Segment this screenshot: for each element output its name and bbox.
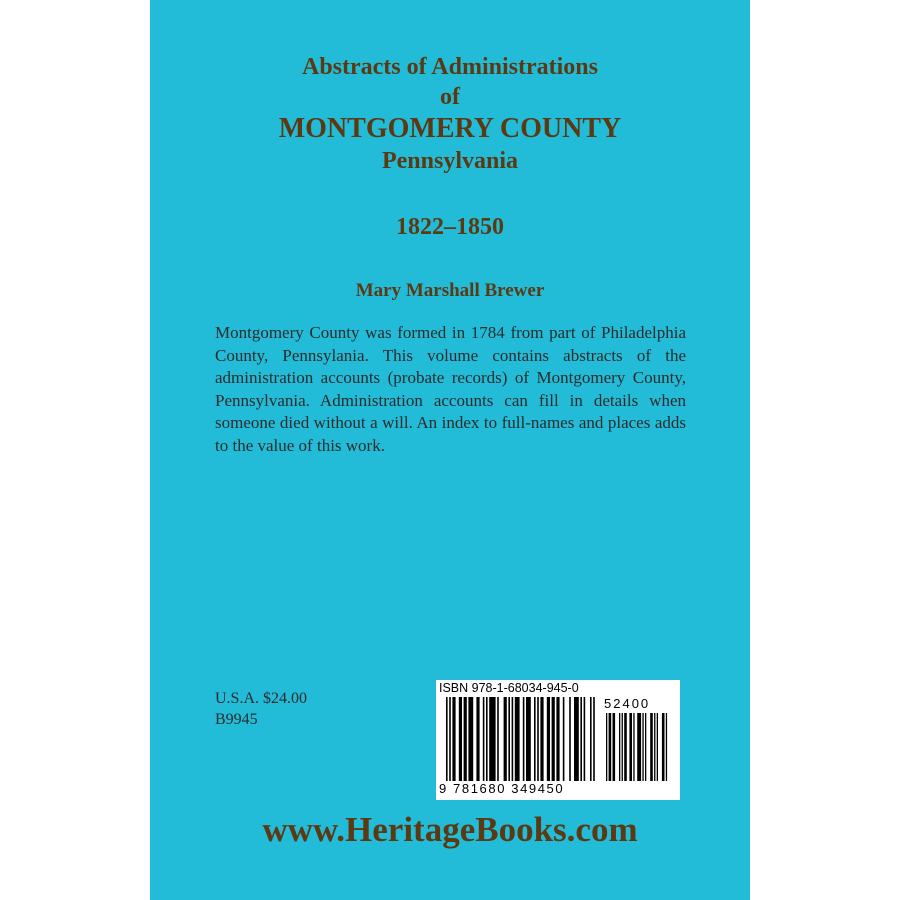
barcode-bar-15 [523, 697, 525, 781]
title-line-1: Abstracts of Administrations [301, 54, 598, 80]
addon-bar-13 [657, 713, 658, 781]
title-line-4: Pennsylvania [381, 148, 519, 174]
book-title-block [150, 52, 750, 176]
barcode-bar-13 [512, 697, 514, 781]
addon-bar-9 [642, 713, 643, 781]
barcode-bar-21 [552, 697, 555, 781]
addon-bar-15 [666, 713, 667, 781]
addon-bar-11 [650, 713, 653, 781]
addon-bar-14 [662, 713, 665, 781]
barcode-bar-27 [584, 697, 586, 781]
book-back-cover [150, 0, 750, 900]
addon-bar-2 [613, 713, 616, 781]
barcode-bar-11 [504, 697, 507, 781]
price-addon-bars [606, 713, 670, 781]
date-range: 1822–1850 [396, 214, 504, 240]
barcode-bar-2 [452, 697, 455, 781]
item-code: B9945 [215, 711, 258, 728]
barcode-bar-23 [563, 697, 565, 781]
price-addon-code: 52400 [604, 696, 651, 711]
barcode-bar-16 [526, 697, 531, 781]
ean-digits: 9 781680 349450 [439, 781, 565, 796]
title-line-3: MONTGOMERY COUNTY [278, 113, 622, 144]
barcode-bar-28 [590, 697, 592, 781]
barcode-bar-4 [464, 697, 467, 781]
barcode-bar-12 [508, 697, 510, 781]
price-block [215, 688, 307, 730]
barcode-bar-29 [593, 697, 595, 781]
ean-barcode-bars [446, 697, 596, 781]
barcode-bar-25 [574, 697, 579, 781]
addon-bar-8 [637, 713, 641, 781]
book-description: Montgomery County was formed in 1784 from part of Philadelphia County, Pennsylania. This volume contains abstracts of the administration accounts (probate records) of Montgomery County, Pennsylvania. Administration accounts can fill in details when someone died without a will. An index to full-names and places adds to the value of this work. [215, 323, 686, 455]
barcode-bar-14 [515, 697, 520, 781]
barcode-bar-22 [556, 697, 559, 781]
addon-bar-7 [633, 713, 634, 781]
barcode-bar-10 [497, 697, 499, 781]
barcode-bar-17 [534, 697, 536, 781]
barcode-bar-8 [486, 697, 488, 781]
addon-bar-3 [619, 713, 620, 781]
barcode-bar-19 [540, 697, 543, 781]
barcode-bar-6 [476, 697, 479, 781]
barcode-bar-9 [489, 697, 495, 781]
barcode-bar-18 [537, 697, 539, 781]
barcode-bar-3 [459, 697, 462, 781]
price-label: U.S.A. $24.00 [215, 690, 308, 707]
isbn-label: ISBN 978-1-68034-945-0 [439, 681, 579, 695]
publisher-website: www.HeritageBooks.com [262, 810, 638, 849]
barcode-bar-5 [468, 697, 473, 781]
barcode-bar-0 [446, 697, 448, 781]
barcode-bar-1 [449, 697, 451, 781]
isbn-barcode [436, 680, 680, 800]
barcode-bar-20 [547, 697, 550, 781]
addon-bar-12 [654, 713, 655, 781]
addon-bar-10 [645, 713, 646, 781]
addon-bar-6 [629, 713, 632, 781]
addon-bar-4 [622, 713, 623, 781]
author-name: Mary Marshall Brewer [355, 280, 545, 301]
addon-bar-5 [624, 713, 627, 781]
title-line-2: of [440, 84, 460, 110]
addon-bar-1 [609, 713, 612, 781]
barcode-bar-26 [580, 697, 582, 781]
barcode-bar-24 [569, 697, 571, 781]
addon-bar-0 [606, 713, 607, 781]
barcode-bar-7 [483, 697, 485, 781]
